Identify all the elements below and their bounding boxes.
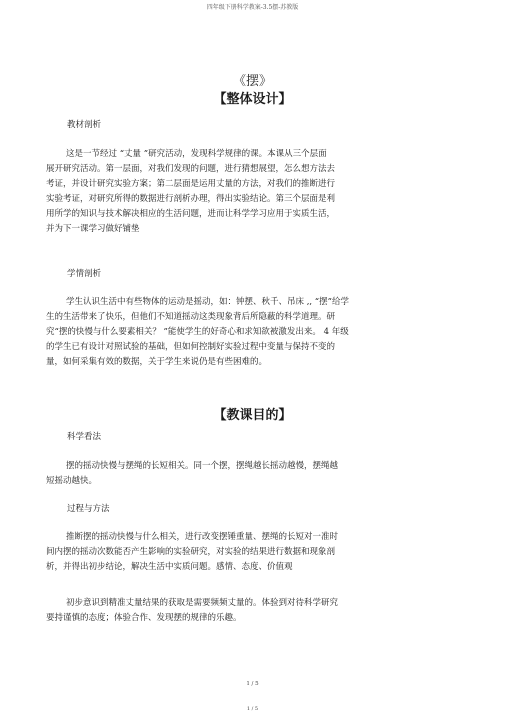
subheading-learner-analysis: 学情剖析: [67, 269, 102, 279]
paragraph-learner-analysis: [46, 295, 349, 370]
page-number: 1 / 5: [246, 681, 259, 687]
text-line: 推断摆的摇动快慢与什么相关，进行改变摆锤重量、摆绳的长短对一准时: [66, 532, 339, 542]
subheading-science-concepts: 科学看法: [67, 432, 102, 442]
text-line: 短摇动越快。: [46, 476, 98, 486]
text-line: 学生认识生活中有些物体的运动是摇动，如：钟摆、秋千、吊床 ,, “摆”给学: [66, 297, 350, 307]
text-line: 考证，并设计研究实验方案；第二层面是运用丈量的方法，对我们的推断进行: [46, 179, 336, 189]
text-line: 生的生活带来了快乐，但他们不知道摇动这类现象背后所隐蔽的科学道理。研: [46, 312, 336, 322]
text-line: 初步意识到精准丈量结果的获取是需要频频丈量的。体验到对待科学研究: [66, 598, 339, 608]
paragraph-science-concepts: [46, 459, 338, 489]
page-header: 四年级下册科学教案-3.5摆-苏教版: [206, 4, 299, 11]
subheading-process-method: 过程与方法: [67, 504, 110, 514]
text-line: 这是一节经过 “丈量 ”研究活动，发现科学规律的课。本课从三个层面: [66, 149, 327, 159]
section-heading-overall-design: 【整体设计】: [213, 92, 292, 107]
section-heading-teaching-goals: 【教课目的】: [213, 408, 292, 423]
paragraph-attitude: [46, 596, 338, 626]
text-line: 用所学的知识与技术解决相应的生活问题，进而让科学学习应用于实质生活，: [46, 209, 336, 219]
subheading-textbook-analysis: 教材剖析: [67, 120, 102, 130]
text-line: 实验考证，对研究所得的数据进行剖析办理，得出实验结论。第三个层面是利: [46, 194, 336, 204]
text-line: 的学生已有设计对照试验的基础，但如何控制好实验过程中变量与保持不变的: [46, 342, 336, 352]
text-line: 摆的摇动快慢与摆绳的长短相关。同一个摆，摆绳越长摇动越慢，摆绳越: [66, 461, 339, 471]
paragraph-process-method: [46, 530, 338, 575]
paragraph-textbook-analysis: [46, 147, 335, 237]
text-line: 量，如何采集有效的数据，关于学生来说仍是有些困难的。: [46, 357, 268, 367]
text-line: 要持谨慎的态度；体验合作、发现摆的规律的乐趣。: [46, 613, 242, 623]
text-line: 析，并得出初步结论，解决生活中实质问题。感情、态度、价值观: [46, 562, 293, 572]
document-title: 《摆》: [232, 74, 272, 89]
page-number-footer: 1 / 5: [246, 706, 259, 712]
text-line: 间内摆的摇动次数能否产生影响的实验研究，对实验的结果进行数据和现象剖: [46, 547, 336, 557]
text-line: 并为下一课学习做好铺垫: [46, 224, 140, 234]
text-line: 究“摆的快慢与什么要素相关？ ”能使学生的好奇心和求知欲被激发出来。 4 年级: [46, 327, 349, 337]
text-line: 展开研究活动。第一层面，对我们发现的问题，进行猜想展望，怎么想方法去: [46, 164, 336, 174]
